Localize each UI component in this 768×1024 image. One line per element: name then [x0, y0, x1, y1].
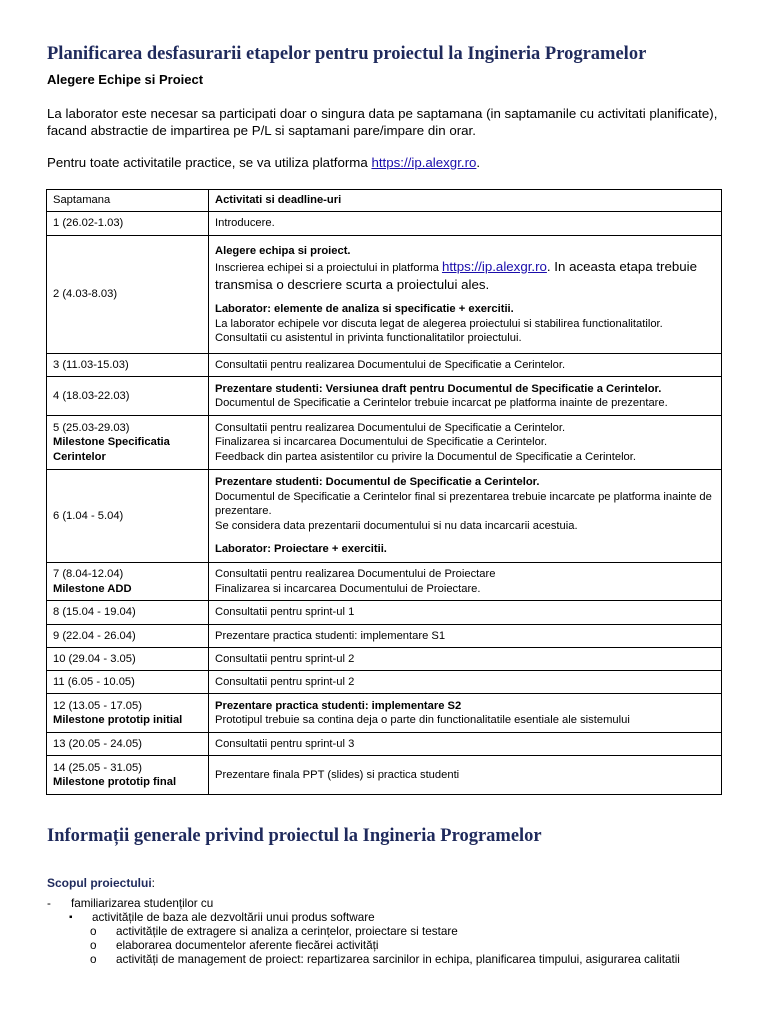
table-row — [47, 671, 722, 694]
list-item-text: activități de management de proiect: repartizarea sarcinilor in echipa, planificarea timpului, asigurarea calitatii — [116, 953, 680, 966]
activity-title: Prezentare studenti: Versiunea draft pentru Documentul de Specificatie a Cerintelor. — [215, 382, 662, 395]
week-label: 5 (25.03-29.03) — [53, 421, 130, 434]
list-item-text: elaborarea documentelor aferente fiecărei activități — [116, 939, 379, 952]
week-label: 14 (25.05 - 31.05) — [53, 761, 142, 774]
week-cell: 10 (29.04 - 3.05) — [47, 648, 209, 671]
platform-link-inline[interactable]: https://ip.alexgr.ro — [441, 259, 547, 274]
table-row — [47, 733, 722, 756]
week-cell: 9 (22.04 - 26.04) — [47, 625, 209, 648]
table-row — [47, 756, 722, 795]
table-row — [47, 236, 722, 354]
lab-title: Laborator: Proiectare + exercitii. — [215, 543, 387, 556]
milestone-label: Milestone prototip initial — [53, 714, 183, 726]
platform-end: . — [476, 155, 481, 170]
platform-link[interactable]: https://ip.alexgr.ro — [371, 155, 477, 170]
activity-text: Se considera data prezentarii documentului si nu data incarcarii acestuia. — [215, 519, 578, 532]
activity-text: Prototipul trebuie sa contina deja o parte din functionalitatile esentiale ale sistemului — [215, 714, 630, 726]
week-label: 7 (8.04-12.04) — [53, 568, 124, 580]
activity-cell: Prezentare practica studenti: implementare S1 — [209, 625, 722, 648]
activity-line: Consultatii pentru realizarea Documentului de Proiectare — [215, 568, 496, 580]
list-item-text: activitățile de baza ale dezvoltării unui produs software — [92, 911, 375, 924]
dash-bullet: - — [47, 897, 51, 910]
page-title: Planificarea desfasurarii etapelor pentru proiectul la Ingineria Programelor — [47, 44, 647, 64]
activity-text: Documentul de Specificatie a Cerintelor trebuie incarcat pe platforma inainte de prezentare. — [215, 397, 668, 409]
scope-label: Scopul proiectului — [47, 876, 152, 890]
list-item-text: activitățile de extragere si analiza a cerințelor, proiectare si testare — [116, 925, 458, 938]
activity-cell: Introducere. — [209, 212, 722, 236]
activity-cell: Consultatii pentru realizarea Documentului de Specificatie a Cerintelor. — [209, 354, 722, 377]
activity-cell — [209, 694, 722, 733]
spacer — [215, 293, 715, 302]
activity-title: Alegere echipa si proiect. — [215, 244, 351, 257]
circle-bullet: o — [90, 953, 97, 966]
section-title: Informații generale privind proiectul la Ingineria Programelor — [47, 826, 542, 846]
activity-cell: Consultatii pentru sprint-ul 1 — [209, 601, 722, 625]
table-row — [47, 377, 722, 416]
week-cell: 6 (1.04 - 5.04) — [47, 470, 209, 563]
lab-title: Laborator: elemente de analiza si specificatie + exercitii. — [215, 303, 514, 315]
activity-line: Finalizarea si incarcarea Documentului de Proiectare. — [215, 582, 481, 595]
activity-text: Documentul de Specificatie a Cerintelor final si prezentarea trebuie incarcate pe platforma inainte de prezentare. — [215, 490, 712, 518]
table-row — [47, 625, 722, 648]
activity-title: Prezentare practica studenti: implementare S2 — [215, 699, 462, 712]
activity-cell — [209, 377, 722, 416]
activity-text-part: . In aceasta etapa trebuie transmisa o descriere scurta a proiectului ales. — [215, 259, 697, 292]
week-cell: 8 (15.04 - 19.04) — [47, 601, 209, 625]
milestone-label: Milestone Specificatia Cerintelor — [53, 436, 170, 463]
activity-cell: Consultatii pentru sprint-ul 3 — [209, 733, 722, 756]
scope-colon: : — [151, 876, 156, 890]
week-cell — [47, 416, 209, 470]
week-cell — [47, 756, 209, 795]
week-cell: 1 (26.02-1.03) — [47, 212, 209, 236]
milestone-label: Milestone prototip final — [53, 776, 177, 788]
week-label: 12 (13.05 - 17.05) — [53, 699, 142, 712]
square-bullet: ▪ — [69, 912, 73, 923]
table-row — [47, 354, 722, 377]
activity-cell — [209, 416, 722, 470]
activity-cell: Consultatii pentru sprint-ul 2 — [209, 648, 722, 671]
table-row — [47, 470, 722, 563]
scope-heading — [47, 876, 155, 890]
activity-text-part: Inscrierea echipei si a proiectului in platforma — [215, 262, 442, 274]
activity-cell — [209, 236, 722, 354]
schedule-table — [46, 189, 722, 795]
milestone-label: Milestone ADD — [53, 582, 132, 595]
activity-line: Consultatii pentru realizarea Documentului de Specificatie a Cerintelor. — [215, 421, 566, 434]
week-cell: 11 (6.05 - 10.05) — [47, 671, 209, 694]
table-row — [47, 416, 722, 470]
list-item-text: familiarizarea studenților cu — [71, 897, 214, 910]
week-cell — [47, 563, 209, 601]
header-week: Saptamana — [47, 190, 209, 212]
week-cell: 13 (20.05 - 24.05) — [47, 733, 209, 756]
circle-bullet: o — [90, 925, 97, 938]
activity-text — [215, 258, 715, 293]
table-header-row — [47, 190, 722, 212]
activity-line: Finalizarea si incarcarea Documentului de Specificatie a Cerintelor. — [215, 436, 548, 449]
week-cell: 3 (11.03-15.03) — [47, 354, 209, 377]
week-cell: 4 (18.03-22.03) — [47, 377, 209, 416]
week-cell: 2 (4.03-8.03) — [47, 236, 209, 354]
activity-cell: Consultatii pentru sprint-ul 2 — [209, 671, 722, 694]
header-activities: Activitati si deadline-uri — [209, 190, 722, 212]
lab-text: La laborator echipele vor discuta legat de alegerea proiectului si stabilirea functionalitatilor. — [215, 317, 663, 330]
table-row — [47, 694, 722, 733]
table-row — [47, 601, 722, 625]
table-row — [47, 563, 722, 601]
platform-text: Pentru toate activitatile practice, se va utiliza platforma — [47, 155, 372, 170]
activity-title: Prezentare studenti: Documentul de Specificatie a Cerintelor. — [215, 476, 540, 489]
lab-text: Consultatii cu asistentul in privinta functionalitatilor proiectului. — [215, 332, 522, 344]
table-row — [47, 648, 722, 671]
activity-cell — [209, 470, 722, 563]
activity-cell: Prezentare finala PPT (slides) si practica studenti — [209, 756, 722, 795]
table-row — [47, 212, 722, 236]
activity-cell — [209, 563, 722, 601]
spacer — [215, 533, 715, 542]
section-subtitle: Alegere Echipe si Proiect — [47, 72, 204, 87]
intro-paragraph: La laborator este necesar sa participati doar o singura data pe saptamana (in saptamanile cu activitati planificate), facand abstractie de impartirea pe P/L si saptamani pare/impare din orar. — [47, 106, 718, 138]
circle-bullet: o — [90, 939, 97, 952]
week-cell — [47, 694, 209, 733]
platform-paragraph — [47, 155, 480, 170]
activity-line: Feedback din partea asistentilor cu privire la Documentul de Specificatie a Cerintelor. — [215, 450, 636, 463]
